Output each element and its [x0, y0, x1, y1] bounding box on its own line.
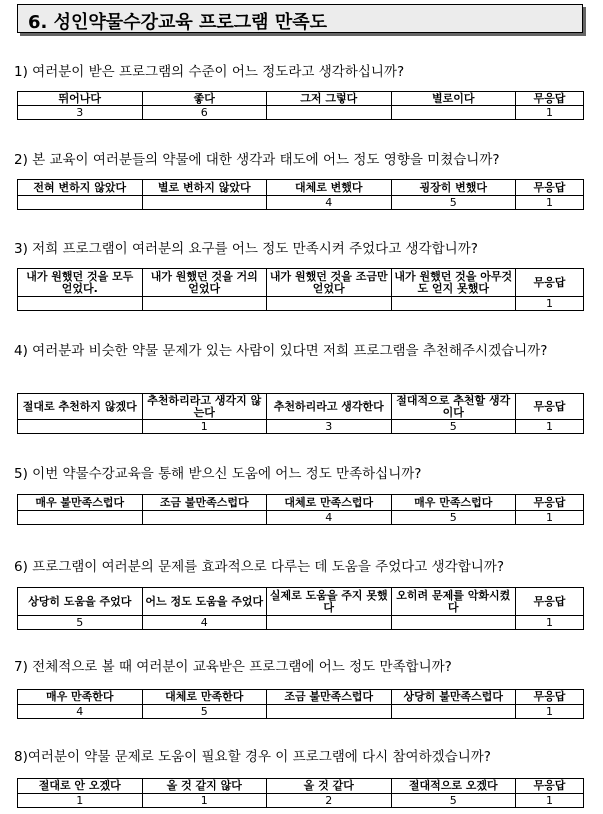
option-label: 무응답	[516, 269, 584, 297]
option-label: 별로 변하지 않았다	[142, 180, 267, 196]
option-label: 어느 정도 도움을 주었다	[142, 588, 267, 616]
option-label: 굉장히 변했다	[391, 180, 516, 196]
response-table-6	[17, 587, 584, 630]
option-label: 올 것 같지 않다	[142, 779, 267, 794]
option-label: 매우 만족한다	[18, 690, 143, 705]
option-label: 상당히 도움을 주었다	[18, 588, 143, 616]
response-table-7	[17, 689, 584, 719]
option-label: 조금 불만족스럽다	[267, 690, 392, 705]
response-count	[142, 297, 267, 311]
option-label: 매우 만족스럽다	[391, 495, 516, 511]
option-label: 절대로 추천하지 않겠다	[18, 394, 143, 420]
response-count	[267, 705, 392, 719]
option-label: 좋다	[142, 92, 267, 106]
section-title-box	[17, 4, 583, 33]
option-label: 무응답	[516, 92, 584, 106]
response-count	[391, 705, 516, 719]
option-label: 무응답	[516, 588, 584, 616]
response-table-8	[17, 778, 584, 808]
question-2: 2) 본 교육이 여러분들의 약물에 대한 생각과 태도에 어느 정도 영향을 미쳤습니까?	[14, 152, 500, 168]
question-6: 6) 프로그램이 여러분의 문제를 효과적으로 다루는 데 도움을 주었다고 생각합니까?	[14, 559, 504, 575]
response-count: 1	[18, 794, 143, 808]
response-count	[391, 297, 516, 311]
option-label: 절대적으로 추천할 생각이다	[391, 394, 516, 420]
response-count: 4	[267, 196, 392, 210]
response-count	[18, 196, 143, 210]
option-label: 뛰어나다	[18, 92, 143, 106]
response-count: 1	[142, 794, 267, 808]
option-label: 그저 그렇다	[267, 92, 392, 106]
response-table-4	[17, 393, 584, 434]
response-count: 5	[391, 196, 516, 210]
option-label: 대체로 만족한다	[142, 690, 267, 705]
response-count: 1	[516, 794, 584, 808]
response-count: 1	[516, 420, 584, 434]
option-label: 절대적으로 오겠다	[391, 779, 516, 794]
option-label: 내가 원했던 것을 조금만 얻었다	[267, 269, 392, 297]
response-count	[391, 616, 516, 630]
response-count	[267, 616, 392, 630]
response-count: 5	[391, 420, 516, 434]
option-label: 상당히 불만족스럽다	[391, 690, 516, 705]
section-title: 6. 성인약물수강교육 프로그램 만족도	[28, 12, 327, 33]
response-count: 1	[516, 511, 584, 525]
response-table-2	[17, 179, 584, 210]
response-count: 1	[516, 297, 584, 311]
option-label: 올 것 같다	[267, 779, 392, 794]
option-label: 무응답	[516, 690, 584, 705]
option-label: 내가 원했던 것을 아무것도 얻지 못했다	[391, 269, 516, 297]
response-count: 5	[391, 794, 516, 808]
response-table-5	[17, 494, 584, 525]
option-label: 오히려 문제를 악화시켰다	[391, 588, 516, 616]
response-count: 5	[142, 705, 267, 719]
option-label: 실제로 도움을 주지 못했다	[267, 588, 392, 616]
response-count	[142, 196, 267, 210]
response-count: 1	[516, 106, 584, 120]
question-3: 3) 저희 프로그램이 여러분의 요구를 어느 정도 만족시켜 주었다고 생각합니까?	[14, 241, 478, 257]
option-label: 대체로 변했다	[267, 180, 392, 196]
option-label: 무응답	[516, 394, 584, 420]
option-label: 추천하리라고 생각한다	[267, 394, 392, 420]
option-label: 무응답	[516, 779, 584, 794]
response-count: 4	[18, 705, 143, 719]
response-count: 6	[142, 106, 267, 120]
question-5: 5) 이번 약물수강교육을 통해 받으신 도움에 어느 정도 만족하십니까?	[14, 466, 422, 482]
option-label: 추천하리라고 생각지 않는다	[142, 394, 267, 420]
option-label: 절대로 안 오겠다	[18, 779, 143, 794]
option-label: 무응답	[516, 495, 584, 511]
response-count: 1	[516, 196, 584, 210]
response-count: 1	[142, 420, 267, 434]
response-count	[267, 297, 392, 311]
response-count: 5	[391, 511, 516, 525]
option-label: 내가 원했던 것을 모두 얻었다.	[18, 269, 143, 297]
response-count: 4	[142, 616, 267, 630]
response-count	[142, 511, 267, 525]
response-count: 3	[267, 420, 392, 434]
response-count	[18, 511, 143, 525]
response-count: 4	[267, 511, 392, 525]
question-4: 4) 여러분과 비슷한 약물 문제가 있는 사람이 있다면 저희 프로그램을 추천해주시겠습니까?	[14, 343, 548, 359]
response-count	[267, 106, 392, 120]
option-label: 대체로 만족스럽다	[267, 495, 392, 511]
response-count: 1	[516, 705, 584, 719]
response-count: 5	[18, 616, 143, 630]
response-count: 2	[267, 794, 392, 808]
question-1: 1) 여러분이 받은 프로그램의 수준이 어느 정도라고 생각하십니까?	[14, 64, 405, 80]
response-count	[18, 420, 143, 434]
response-count: 3	[18, 106, 143, 120]
option-label: 무응답	[516, 180, 584, 196]
option-label: 매우 불만족스럽다	[18, 495, 143, 511]
response-table-1	[17, 91, 584, 120]
question-8: 8)여러분이 약물 문제로 도움이 필요할 경우 이 프로그램에 다시 참여하겠습니까?	[14, 749, 491, 765]
response-count: 1	[516, 616, 584, 630]
response-table-3	[17, 268, 584, 311]
option-label: 별로이다	[391, 92, 516, 106]
option-label: 조금 불만족스럽다	[142, 495, 267, 511]
question-7: 7) 전체적으로 볼 때 여러분이 교육받은 프로그램에 어느 정도 만족합니까?	[14, 659, 452, 675]
option-label: 내가 원했던 것을 거의 얻었다	[142, 269, 267, 297]
response-count	[18, 297, 143, 311]
response-count	[391, 106, 516, 120]
option-label: 전혀 변하지 않았다	[18, 180, 143, 196]
